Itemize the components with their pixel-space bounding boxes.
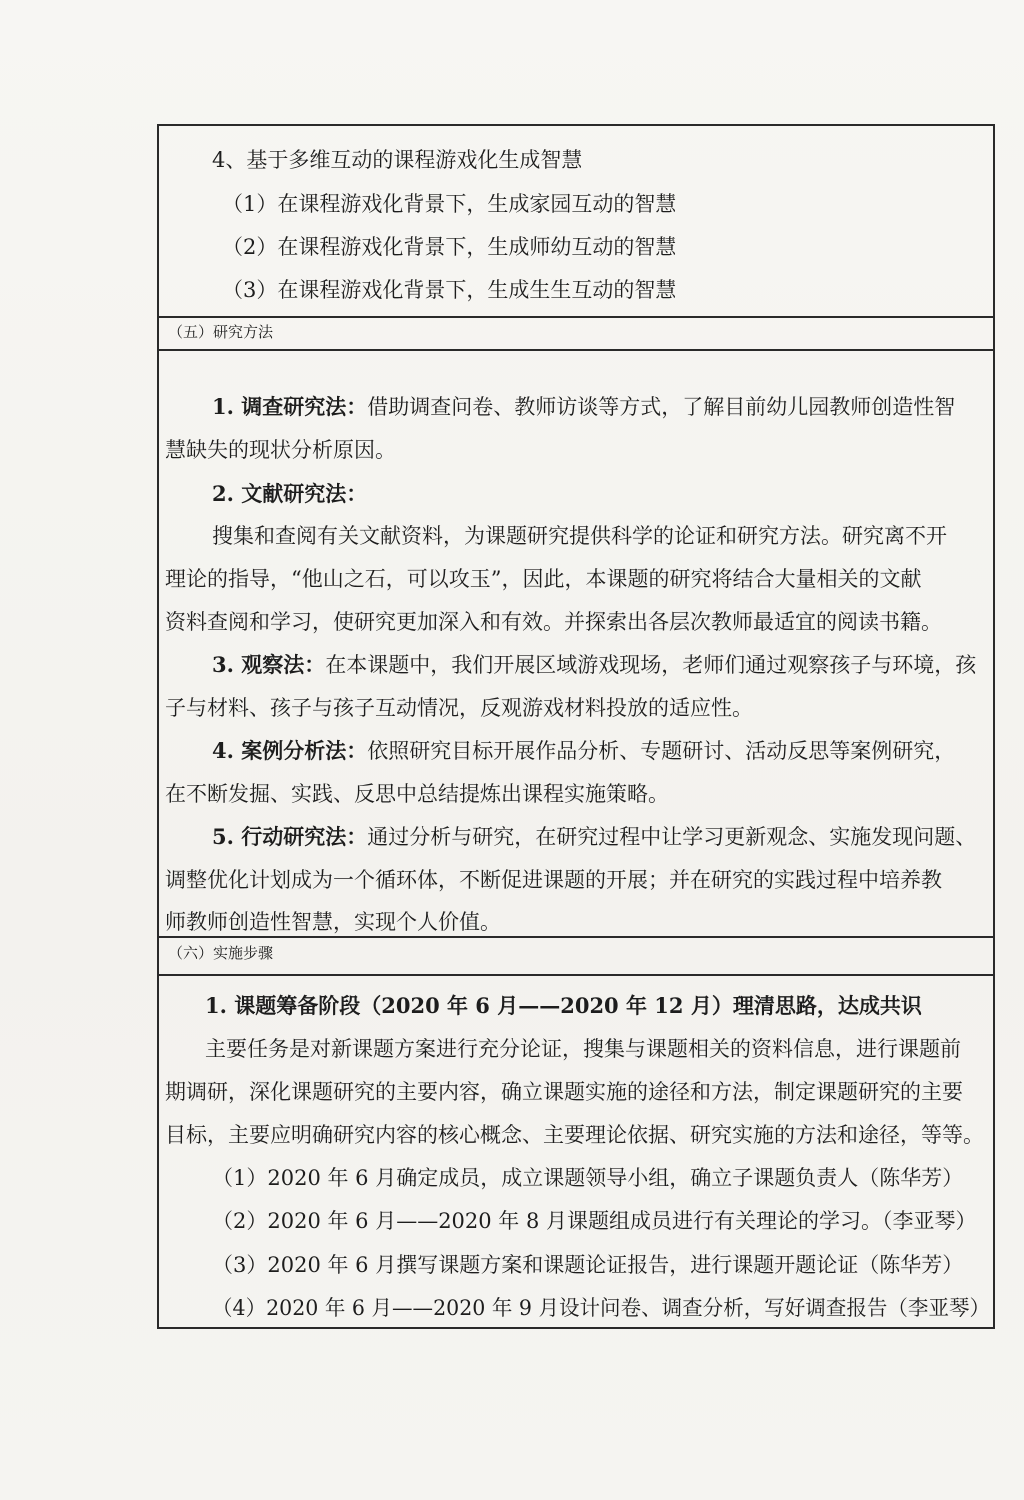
methods-section-header: （五）研究方法 (168, 323, 274, 341)
divider-line (157, 936, 995, 938)
section4-item: （3）在课程游戏化背景下，生成生生互动的智慧 (222, 278, 677, 302)
method-2-text: 搜集和查阅有关文献资料，为课题研究提供科学的论证和研究方法。研究离不开 (212, 524, 947, 548)
method-4 (212, 737, 955, 765)
method-3 (212, 651, 976, 679)
method-2-text: 理论的指导，“他山之石，可以攻玉”，因此，本课题的研究将结合大量相关的文献 (165, 567, 922, 591)
method-1-text-cont: 慧缺失的现状分析原因。 (165, 438, 396, 462)
stage-1-item: （2）2020 年 6 月——2020 年 8 月课题组成员进行有关理论的学习。（李亚琴） (212, 1209, 977, 1233)
section4-heading: 4、基于多维互动的课程游戏化生成智慧 (212, 148, 583, 172)
stage-1-item: （1）2020 年 6 月确定成员，成立课题领导小组，确立子课题负责人（陈华芳） (212, 1166, 964, 1190)
method-5 (212, 823, 976, 851)
stage-1-task: 期调研，深化课题研究的主要内容，确立课题实施的途径和方法，制定课题研究的主要 (165, 1080, 963, 1104)
method-4-text-cont: 在不断发掘、实践、反思中总结提炼出课程实施策略。 (165, 782, 669, 806)
method-4-title: 4. 案例分析法： (212, 738, 368, 763)
stage-1-task: 目标，主要应明确研究内容的核心概念、主要理论依据、研究实施的方法和途径，等等。 (165, 1123, 984, 1147)
method-1-title: 1. 调查研究法： (212, 394, 368, 419)
stage-1-item: （3）2020 年 6 月撰写课题方案和课题论证报告，进行课题开题论证（陈华芳） (212, 1253, 964, 1277)
method-3-title: 3. 观察法： (212, 652, 326, 677)
method-5-text-cont: 师教师创造性智慧，实现个人价值。 (165, 910, 501, 934)
divider-line (157, 349, 995, 351)
method-1 (212, 393, 955, 421)
steps-section-header: （六）实施步骤 (168, 944, 274, 962)
divider-line (157, 974, 995, 976)
method-3-text: 在本课题中，我们开展区域游戏现场，老师们通过观察孩子与环境，孩 (325, 653, 977, 677)
method-2-text: 资料查阅和学习，使研究更加深入和有效。并探索出各层次教师最适宜的阅读书籍。 (165, 610, 942, 634)
section4-item: （2）在课程游戏化背景下，生成师幼互动的智慧 (222, 235, 677, 259)
section4-item: （1）在课程游戏化背景下，生成家园互动的智慧 (222, 192, 677, 216)
divider-line (157, 316, 995, 318)
stage-1-task: 主要任务是对新课题方案进行充分论证，搜集与课题相关的资料信息，进行课题前 (205, 1037, 961, 1061)
method-5-text: 通过分析与研究，在研究过程中让学习更新观念、实施发现问题、 (367, 825, 977, 849)
method-4-text: 依照研究目标开展作品分析、专题研讨、活动反思等案例研究， (367, 739, 956, 763)
method-2-title: 2. 文献研究法： (212, 481, 368, 506)
method-5-text-cont: 调整优化计划成为一个循环体，不断促进课题的开展；并在研究的实践过程中培养教 (165, 868, 942, 892)
method-1-text: 借助调查问卷、教师访谈等方式，了解目前幼儿园教师创造性智 (367, 395, 956, 419)
method-5-title: 5. 行动研究法： (212, 824, 368, 849)
method-3-text-cont: 子与材料、孩子与孩子互动情况，反观游戏材料投放的适应性。 (165, 696, 753, 720)
stage-1-item: （4）2020 年 6 月——2020 年 9 月设计问卷、调查分析，写好调查报告（李亚琴） (212, 1296, 991, 1320)
stage-1-title: 1. 课题筹备阶段（2020 年 6 月——2020 年 12 月）理清思路，达成共识 (205, 993, 922, 1018)
